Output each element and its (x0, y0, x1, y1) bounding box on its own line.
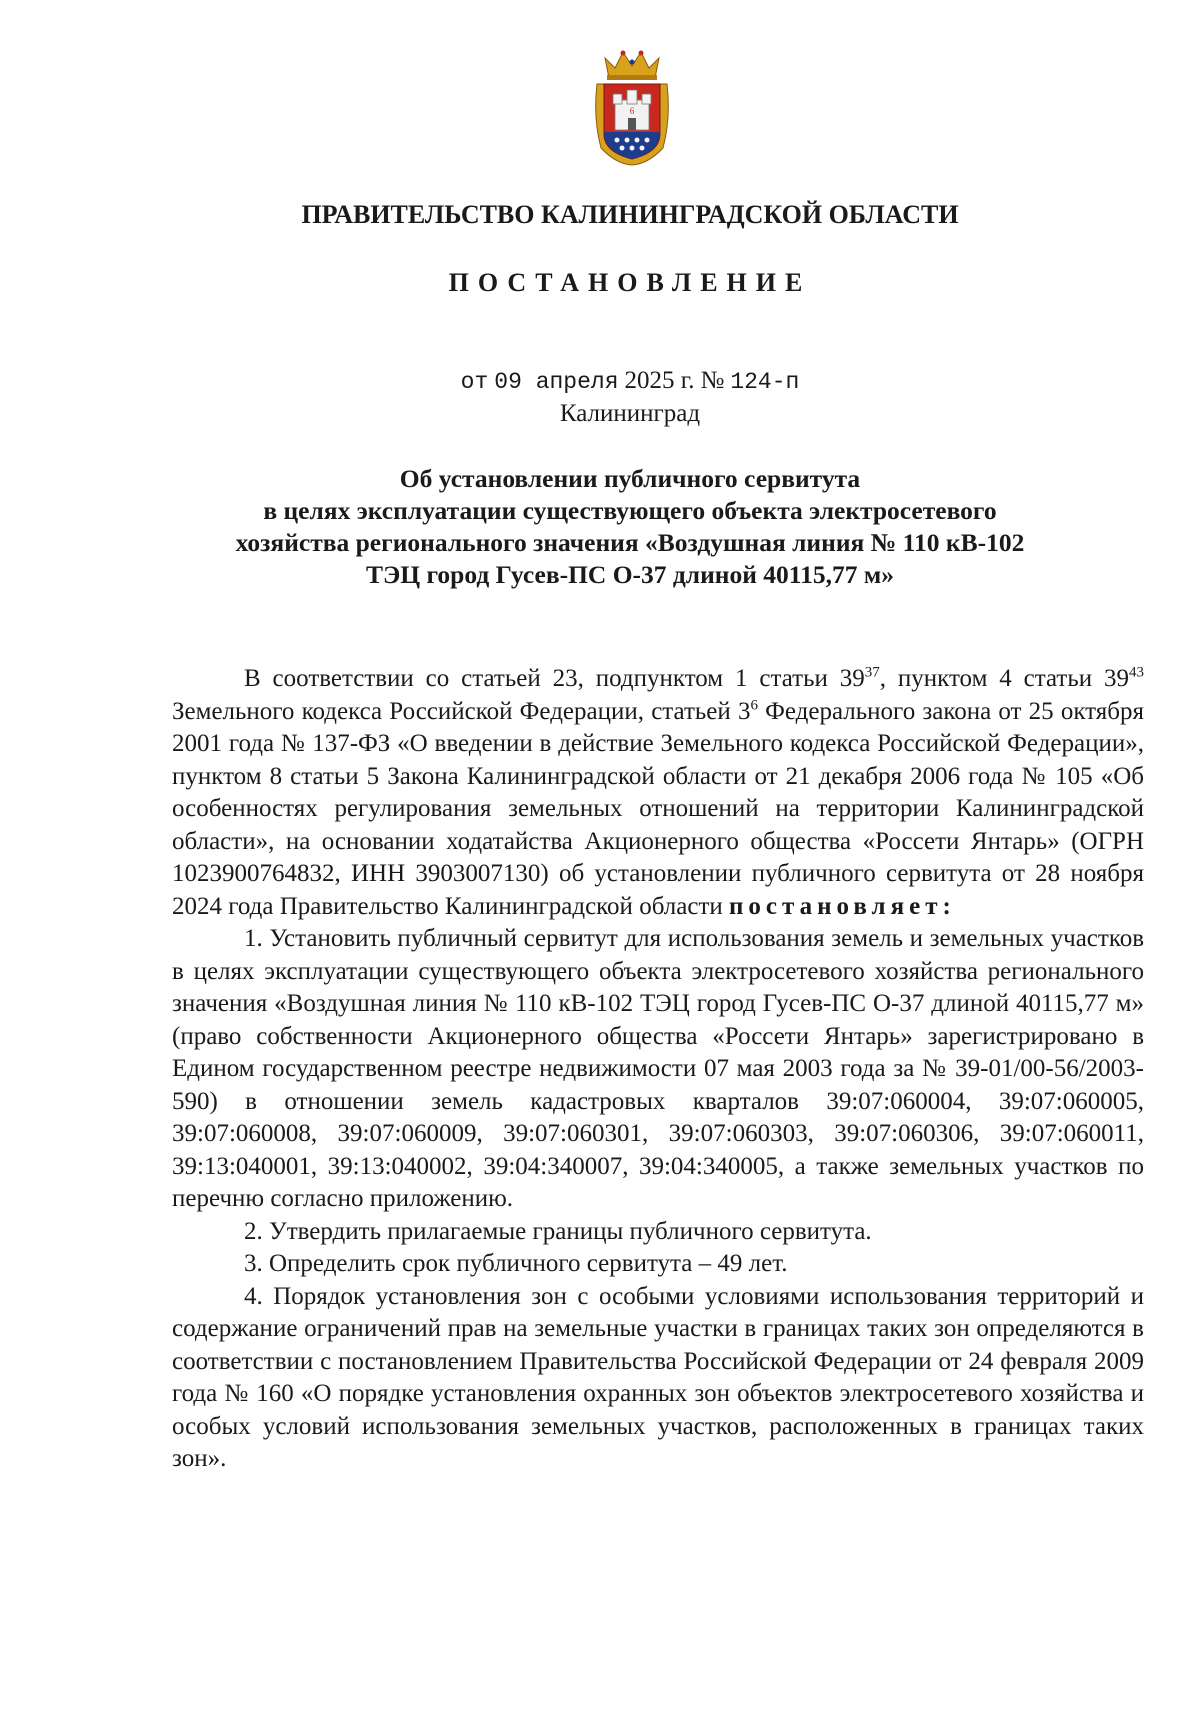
svg-text:6: 6 (629, 106, 635, 116)
handwritten-date: 09 апреля (494, 369, 619, 395)
document-title (120, 463, 1140, 591)
preamble-paragraph: В соответствии со статьей 23, подпунктом 1 статьи $39^{37}$, пунктом 4 статьи $39^{43}$ Земельного кодекса Российской Федерации, статьей $3^6$ Федерального закона от 25 октября 2001 года № 137-ФЗ «О введении в действие Земельного кодекса Российской Федерации», пунктом 8 статьи 5 Закона Калининградской области от 21 декабря 2006 года № 105 «Об особенностях регулирования земельных отношений на территории Калининградской области», на основании ходатайства Акционерного общества «Россети Янтарь» (ОГРН 1023900764832, ИНН 3903007130) об установлении публичного сервитута от 28 ноября 2024 года Правительство Калининградской области постановляет: (172, 664, 1145, 920)
document-number: 124-п (730, 369, 800, 395)
city: Калининград (559, 400, 701, 427)
authority-heading: ПРАВИТЕЛЬСТВО КАЛИНИНГРАДСКОЙ ОБЛАСТИ (301, 200, 959, 229)
document-body (172, 663, 1144, 1476)
number-sign: № (700, 367, 725, 394)
decree-word: постановляет: (729, 892, 956, 920)
clause-4: 4. Порядок установления зон с особыми условиями использования территорий и содержание ограничений прав на земельные участки в границах таких зон определяются в соответствии с постановлением Правительства Российской Федерации от 24 февраля 2009 года № 160 «О порядке установления охранных зон объектов электросетевого хозяйства и особых условий использования земельных участков, расположенных в границах таких зон». (172, 1282, 1144, 1472)
year: 2025 г. (624, 367, 695, 394)
date-prefix: от (460, 369, 489, 395)
clause-2: 2. Утвердить прилагаемые границы публичного сервитута. (244, 1217, 872, 1245)
title-line: в целях эксплуатации существующего объекта электросетевого (263, 496, 997, 525)
title-line: хозяйства регионального значения «Воздушная линия № 110 кВ-102 (235, 528, 1025, 557)
title-line: ТЭЦ город Гусев-ПС О-37 длиной 40115,77 м» (365, 560, 895, 589)
title-line: Об установлении публичного сервитута (399, 464, 861, 493)
clause-3: 3. Определить срок публичного сервитута – 49 лет. (244, 1250, 788, 1277)
document-type-heading: ПОСТАНОВЛЕНИЕ (448, 268, 812, 297)
coat-of-arms-icon (591, 48, 673, 166)
date-number-line (0, 367, 1200, 395)
clause-1: 1. Установить публичный сервитут для использования земель и земельных участков в целях эксплуатации существующего объекта электросетевого хозяйства регионального значения «Воздушная линия № 110 кВ-102 ТЭЦ город Гусев-ПС О-37 длиной 40115,77 м» (право собственности Акционерного общества «Россети Янтарь» зарегистрировано в Едином государственном реестре недвижимости 07 мая 2003 года за № 39-01/00-56/2003-590) в отношении земель кадастровых кварталов 39:07:060004, 39:07:060005, 39:07:060008, 39:07:060009, 39:07:060301, 39:07:060303, 39:07:060306, 39:07:060011, 39:13:040001, 39:13:040002, 39:04:340007, 39:04:340005, а также земельных участков по перечню согласно приложению. (172, 925, 1144, 1212)
